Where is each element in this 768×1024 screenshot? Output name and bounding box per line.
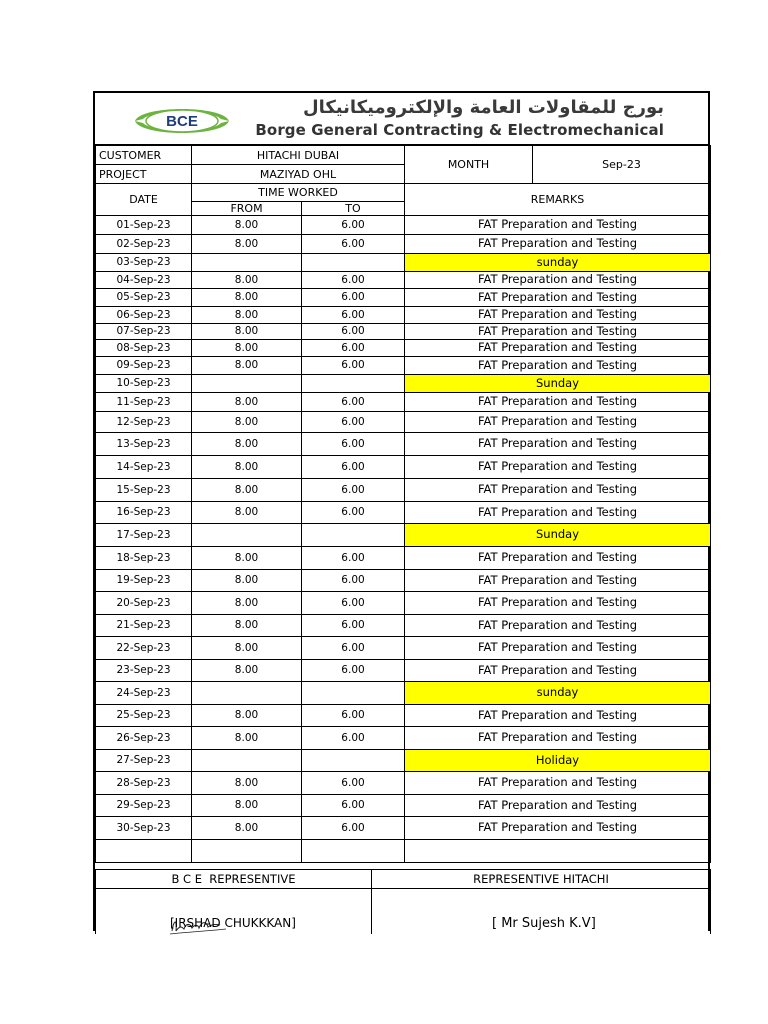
from-cell: 8.00 <box>192 433 302 456</box>
date-cell: 06-Sep-23 <box>96 307 192 324</box>
to-cell <box>302 682 405 705</box>
remarks-cell: Sunday <box>405 375 711 393</box>
hitachi-signature-cell <box>372 889 711 934</box>
to-cell: 6.00 <box>302 772 405 795</box>
to-cell: 6.00 <box>302 433 405 456</box>
date-cell: 03-Sep-23 <box>96 254 192 272</box>
date-cell: 16-Sep-23 <box>96 502 192 524</box>
from-cell: 8.00 <box>192 216 302 235</box>
table-row <box>96 570 711 592</box>
empty-cell <box>192 840 302 863</box>
remarks-cell: FAT Preparation and Testing <box>405 817 711 840</box>
date-cell: 02-Sep-23 <box>96 235 192 254</box>
date-header: DATE <box>96 184 192 216</box>
remarks-cell: Sunday <box>405 524 711 547</box>
empty-cell <box>96 840 192 863</box>
bce-rep-name: [IRSHAD CHUKKKAN] <box>170 916 296 930</box>
hitachi-rep-name: [ Mr Sujesh K.V] <box>492 916 596 931</box>
from-header: FROM <box>192 202 302 216</box>
date-cell: 19-Sep-23 <box>96 570 192 592</box>
remarks-cell: FAT Preparation and Testing <box>405 705 711 727</box>
remarks-cell: FAT Preparation and Testing <box>405 727 711 750</box>
from-cell <box>192 750 302 772</box>
from-cell: 8.00 <box>192 340 302 357</box>
to-cell: 6.00 <box>302 637 405 660</box>
table-row <box>96 357 711 375</box>
table-row <box>96 393 711 412</box>
from-cell: 8.00 <box>192 705 302 727</box>
remarks-cell: FAT Preparation and Testing <box>405 570 711 592</box>
from-cell: 8.00 <box>192 307 302 324</box>
to-cell: 6.00 <box>302 307 405 324</box>
table-row <box>96 615 711 637</box>
to-header: TO <box>302 202 405 216</box>
remarks-header: REMARKS <box>405 184 711 216</box>
to-cell <box>302 375 405 393</box>
remarks-cell: FAT Preparation and Testing <box>405 456 711 479</box>
from-cell: 8.00 <box>192 479 302 502</box>
month-label: MONTH <box>405 146 533 184</box>
to-cell <box>302 524 405 547</box>
company-header <box>95 93 710 145</box>
remarks-cell: FAT Preparation and Testing <box>405 324 711 340</box>
remarks-cell: FAT Preparation and Testing <box>405 357 711 375</box>
table-row <box>96 682 711 705</box>
from-cell: 8.00 <box>192 727 302 750</box>
remarks-cell: FAT Preparation and Testing <box>405 615 711 637</box>
remarks-cell: FAT Preparation and Testing <box>405 772 711 795</box>
month-value: Sep-23 <box>533 146 711 184</box>
to-cell: 6.00 <box>302 615 405 637</box>
from-cell: 8.00 <box>192 412 302 433</box>
from-cell: 8.00 <box>192 570 302 592</box>
project-value: MAZIYAD OHL <box>192 165 405 184</box>
empty-row <box>96 840 711 863</box>
bce-signature-cell <box>96 889 372 934</box>
table-row <box>96 547 711 570</box>
from-cell: 8.00 <box>192 272 302 289</box>
date-cell: 26-Sep-23 <box>96 727 192 750</box>
customer-value: HITACHI DUBAI <box>192 146 405 165</box>
from-cell <box>192 682 302 705</box>
from-cell: 8.00 <box>192 615 302 637</box>
remarks-cell: FAT Preparation and Testing <box>405 340 711 357</box>
date-cell: 01-Sep-23 <box>96 216 192 235</box>
from-cell: 8.00 <box>192 289 302 307</box>
table-row <box>96 340 711 357</box>
table-row <box>96 817 711 840</box>
from-cell: 8.00 <box>192 547 302 570</box>
remarks-cell: sunday <box>405 254 711 272</box>
to-cell: 6.00 <box>302 289 405 307</box>
to-cell: 6.00 <box>302 570 405 592</box>
date-cell: 27-Sep-23 <box>96 750 192 772</box>
table-row <box>96 324 711 340</box>
date-cell: 22-Sep-23 <box>96 637 192 660</box>
table-row <box>96 375 711 393</box>
from-cell: 8.00 <box>192 795 302 817</box>
remarks-cell: FAT Preparation and Testing <box>405 433 711 456</box>
date-cell: 07-Sep-23 <box>96 324 192 340</box>
to-cell: 6.00 <box>302 705 405 727</box>
signature-table <box>95 869 711 934</box>
table-row <box>96 660 711 682</box>
signature-block <box>95 869 710 933</box>
date-cell: 25-Sep-23 <box>96 705 192 727</box>
remarks-cell: FAT Preparation and Testing <box>405 547 711 570</box>
to-cell: 6.00 <box>302 727 405 750</box>
remarks-cell: FAT Preparation and Testing <box>405 795 711 817</box>
bce-logo <box>131 99 233 141</box>
table-row <box>96 235 711 254</box>
empty-cell <box>405 840 711 863</box>
to-cell: 6.00 <box>302 216 405 235</box>
date-cell: 24-Sep-23 <box>96 682 192 705</box>
from-cell <box>192 254 302 272</box>
date-cell: 28-Sep-23 <box>96 772 192 795</box>
to-cell: 6.00 <box>302 235 405 254</box>
table-row <box>96 433 711 456</box>
table-row <box>96 412 711 433</box>
date-cell: 18-Sep-23 <box>96 547 192 570</box>
date-cell: 17-Sep-23 <box>96 524 192 547</box>
from-cell: 8.00 <box>192 502 302 524</box>
company-name-arabic: بورج للمقاولات العامة والإلكتروميكانيكال <box>302 97 664 118</box>
remarks-cell: sunday <box>405 682 711 705</box>
date-cell: 05-Sep-23 <box>96 289 192 307</box>
from-cell: 8.00 <box>192 324 302 340</box>
table-row <box>96 502 711 524</box>
table-row <box>96 254 711 272</box>
table-row <box>96 272 711 289</box>
to-cell: 6.00 <box>302 272 405 289</box>
logo-text: BCE <box>166 113 198 130</box>
table-row <box>96 479 711 502</box>
to-cell: 6.00 <box>302 324 405 340</box>
to-cell: 6.00 <box>302 817 405 840</box>
to-cell: 6.00 <box>302 502 405 524</box>
hitachi-rep-label: REPRESENTIVE HITACHI <box>372 870 711 889</box>
from-cell: 8.00 <box>192 817 302 840</box>
to-cell: 6.00 <box>302 357 405 375</box>
table-row <box>96 524 711 547</box>
from-cell: 8.00 <box>192 772 302 795</box>
date-cell: 13-Sep-23 <box>96 433 192 456</box>
from-cell <box>192 524 302 547</box>
to-cell: 6.00 <box>302 795 405 817</box>
remarks-cell: FAT Preparation and Testing <box>405 479 711 502</box>
remarks-cell: FAT Preparation and Testing <box>405 307 711 324</box>
remarks-cell: FAT Preparation and Testing <box>405 592 711 615</box>
from-cell: 8.00 <box>192 637 302 660</box>
remarks-cell: FAT Preparation and Testing <box>405 289 711 307</box>
to-cell <box>302 254 405 272</box>
table-row <box>96 705 711 727</box>
remarks-cell: FAT Preparation and Testing <box>405 502 711 524</box>
project-label: PROJECT <box>96 165 192 184</box>
date-cell: 15-Sep-23 <box>96 479 192 502</box>
date-cell: 30-Sep-23 <box>96 817 192 840</box>
date-cell: 20-Sep-23 <box>96 592 192 615</box>
date-cell: 21-Sep-23 <box>96 615 192 637</box>
to-cell: 6.00 <box>302 340 405 357</box>
table-row <box>96 307 711 324</box>
date-cell: 11-Sep-23 <box>96 393 192 412</box>
empty-cell <box>302 840 405 863</box>
date-cell: 23-Sep-23 <box>96 660 192 682</box>
date-cell: 04-Sep-23 <box>96 272 192 289</box>
bce-rep-label: B C E REPRESENTIVE <box>96 870 372 889</box>
table-row <box>96 456 711 479</box>
customer-label: CUSTOMER <box>96 146 192 165</box>
to-cell: 6.00 <box>302 412 405 433</box>
remarks-cell: FAT Preparation and Testing <box>405 216 711 235</box>
table-row <box>96 289 711 307</box>
table-row <box>96 750 711 772</box>
remarks-cell: FAT Preparation and Testing <box>405 637 711 660</box>
to-cell: 6.00 <box>302 660 405 682</box>
company-name-english: Borge General Contracting & Electromechanical <box>255 121 664 139</box>
to-cell: 6.00 <box>302 479 405 502</box>
to-cell <box>302 750 405 772</box>
from-cell: 8.00 <box>192 660 302 682</box>
to-cell: 6.00 <box>302 547 405 570</box>
table-row <box>96 592 711 615</box>
date-cell: 09-Sep-23 <box>96 357 192 375</box>
table-row <box>96 772 711 795</box>
remarks-cell: FAT Preparation and Testing <box>405 660 711 682</box>
table-row <box>96 795 711 817</box>
from-cell: 8.00 <box>192 456 302 479</box>
customer-row <box>96 146 711 165</box>
remarks-cell: Holiday <box>405 750 711 772</box>
from-cell <box>192 375 302 393</box>
timesheet-table <box>95 145 711 863</box>
to-cell: 6.00 <box>302 393 405 412</box>
date-cell: 10-Sep-23 <box>96 375 192 393</box>
from-cell: 8.00 <box>192 393 302 412</box>
remarks-cell: FAT Preparation and Testing <box>405 235 711 254</box>
table-row <box>96 216 711 235</box>
date-cell: 12-Sep-23 <box>96 412 192 433</box>
remarks-cell: FAT Preparation and Testing <box>405 272 711 289</box>
table-row <box>96 637 711 660</box>
column-header-row <box>96 184 711 202</box>
to-cell: 6.00 <box>302 456 405 479</box>
remarks-cell: FAT Preparation and Testing <box>405 412 711 433</box>
to-cell: 6.00 <box>302 592 405 615</box>
time-worked-header: TIME WORKED <box>192 184 405 202</box>
table-row <box>96 727 711 750</box>
from-cell: 8.00 <box>192 592 302 615</box>
date-cell: 08-Sep-23 <box>96 340 192 357</box>
date-cell: 14-Sep-23 <box>96 456 192 479</box>
from-cell: 8.00 <box>192 235 302 254</box>
timesheet <box>93 91 710 931</box>
date-cell: 29-Sep-23 <box>96 795 192 817</box>
remarks-cell: FAT Preparation and Testing <box>405 393 711 412</box>
from-cell: 8.00 <box>192 357 302 375</box>
